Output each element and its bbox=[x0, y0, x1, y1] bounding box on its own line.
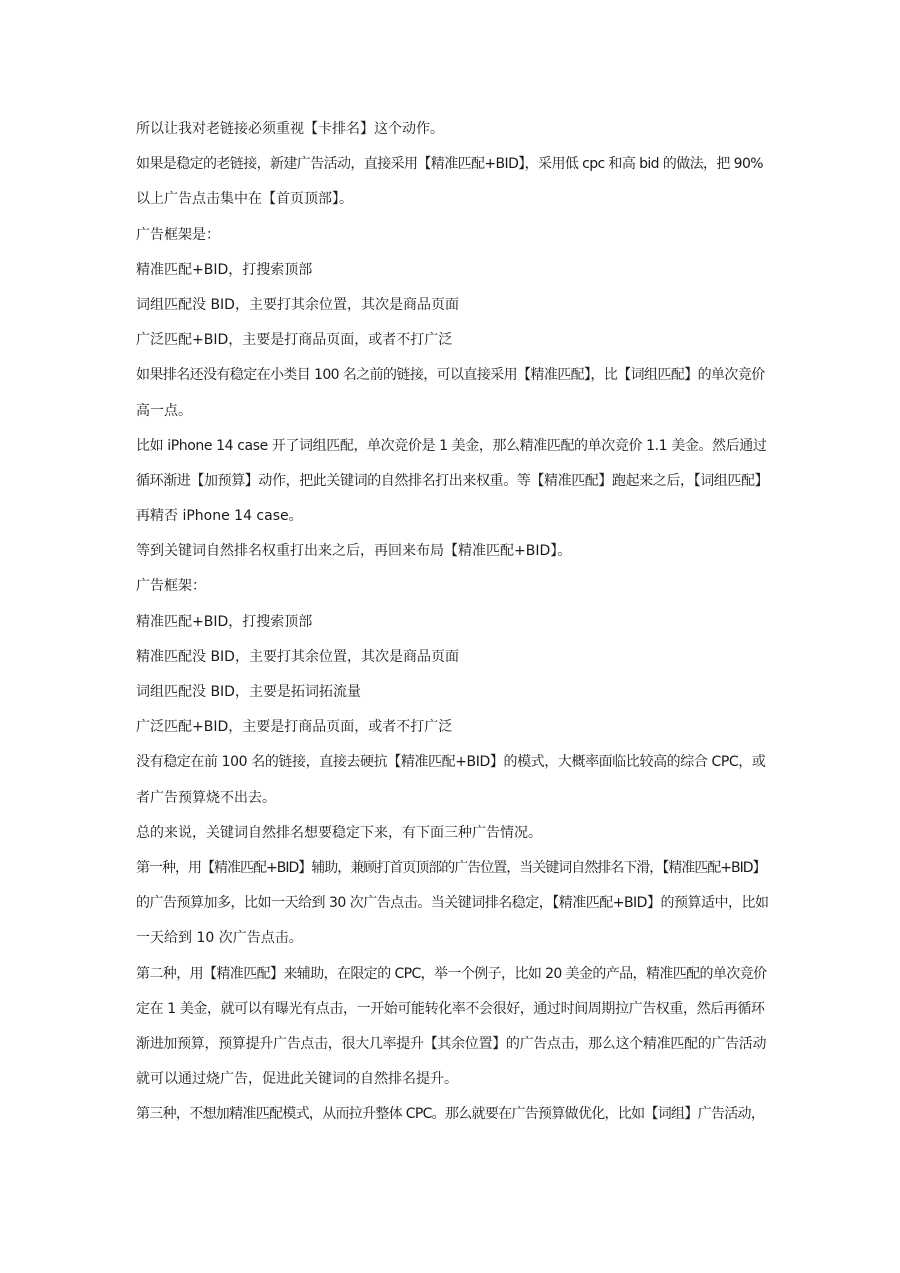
document-body bbox=[136, 112, 768, 1132]
text-line: 循环渐进【加预算】动作，把此关键词的自然排名打出来权重。等【精准匹配】跑起来之后，【词组匹配】 bbox=[136, 472, 769, 489]
text-line: 高一点。 bbox=[136, 402, 192, 419]
text-line: 第三种，不想加精准匹配模式，从而拉升整体 CPC。那么就要在广告预算做优化，比如【词组】广告活动， bbox=[136, 1106, 765, 1123]
text-line: 所以让我对老链接必须重视【卡排名】这个动作。 bbox=[136, 121, 444, 137]
text-line: 第一种，用【精准匹配+BID】辅助，兼顾打首页顶部的广告位置，当关键词自然排名下滑，【精准匹配+BID】 bbox=[136, 859, 766, 876]
text-line: 的广告预算加多，比如一天给到 30 次广告点击。当关键词排名稳定，【精准匹配+BID】的预算适中，比如 bbox=[136, 895, 769, 912]
text-line: 以上广告点击集中在【首页顶部】。 bbox=[136, 191, 353, 208]
text-line: 第二种，用【精准匹配】来辅助，在限定的 CPC，举一个例子，比如 20 美金的产品，精准匹配的单次竞价 bbox=[136, 965, 767, 982]
text-line: 如果是稳定的老链接，新建广告活动，直接采用【精准匹配+BID】，采用低 cpc 和高 bid 的做法，把 90% bbox=[136, 156, 763, 173]
text-line: 广告框架： bbox=[136, 578, 206, 595]
text-line: 等到关键词自然排名权重打出来之后，再回来布局【精准匹配+BID】。 bbox=[136, 543, 572, 560]
text-line: 再精否 iPhone 14 case。 bbox=[136, 508, 303, 525]
text-line: 广告框架是： bbox=[136, 226, 220, 243]
text-line: 一天给到 10 次广告点击。 bbox=[136, 930, 303, 947]
text-line: 如果排名还没有稳定在小类目 100 名之前的链接，可以直接采用【精准匹配】，比【词组匹配】的单次竞价 bbox=[136, 367, 765, 384]
text-line: 者广告预算烧不出去。 bbox=[136, 789, 276, 806]
text-line: 精准匹配+BID，打搜索顶部 bbox=[136, 261, 313, 278]
text-line: 定在 1 美金，就可以有曝光有点击，一开始可能转化率不会很好，通过时间周期拉广告权重，然后再循环 bbox=[136, 1000, 765, 1017]
text-line: 词组匹配没 BID，主要打其余位置，其次是商品页面 bbox=[136, 296, 459, 313]
text-line: 渐进加预算，预算提升广告点击，很大几率提升【其余位置】的广告点击，那么这个精准匹配的广告活动 bbox=[136, 1035, 767, 1052]
text-line: 总的来说，关键词自然排名想要稳定下来，有下面三种广告情况。 bbox=[136, 824, 542, 841]
text-line: 比如 iPhone 14 case 开了词组匹配，单次竞价是 1 美金，那么精准匹配的单次竞价 1.1 美金。然后通过 bbox=[136, 437, 767, 454]
text-line: 精准匹配没 BID，主要打其余位置，其次是商品页面 bbox=[136, 648, 459, 665]
text-line: 广泛匹配+BID，主要是打商品页面，或者不打广泛 bbox=[136, 719, 453, 736]
text-line: 就可以通过烧广告，促进此关键词的自然排名提升。 bbox=[136, 1071, 458, 1088]
text-line: 没有稳定在前 100 名的链接，直接去硬抗【精准匹配+BID】的模式，大概率面临比较高的综合 CPC，或 bbox=[136, 754, 766, 771]
text-line: 广泛匹配+BID，主要是打商品页面，或者不打广泛 bbox=[136, 332, 453, 349]
text-line: 精准匹配+BID，打搜索顶部 bbox=[136, 613, 313, 630]
text-line: 词组匹配没 BID，主要是拓词拓流量 bbox=[136, 684, 361, 700]
